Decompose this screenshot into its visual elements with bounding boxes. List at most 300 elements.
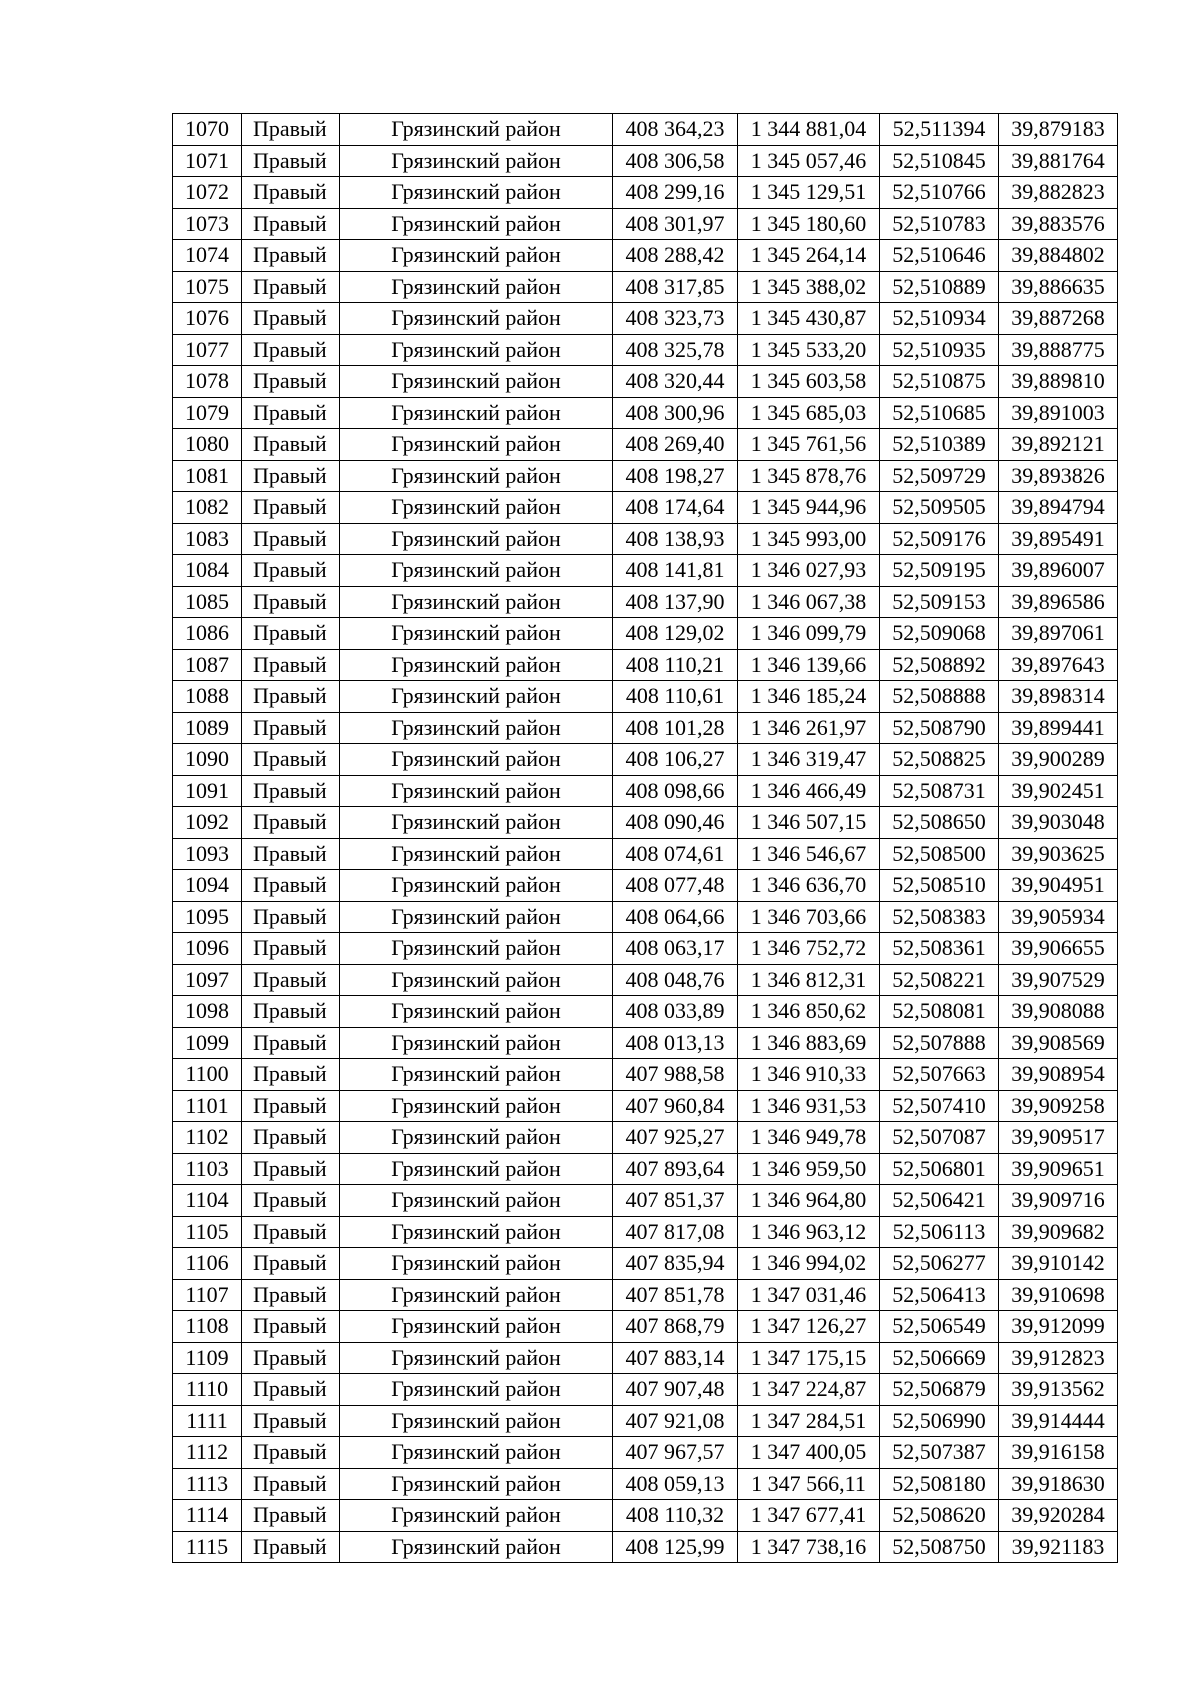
bank-side-cell: Правый bbox=[242, 1468, 340, 1500]
y-coordinate-cell: 1 346 949,78 bbox=[738, 1122, 880, 1154]
y-coordinate-cell: 1 345 603,58 bbox=[738, 366, 880, 398]
district-cell: Грязинский район bbox=[340, 1342, 613, 1374]
x-coordinate-cell: 407 921,08 bbox=[613, 1405, 738, 1437]
bank-side-cell: Правый bbox=[242, 177, 340, 209]
district-cell: Грязинский район bbox=[340, 1405, 613, 1437]
bank-side-cell: Правый bbox=[242, 1342, 340, 1374]
table-row bbox=[173, 271, 1118, 303]
point-number-cell: 1105 bbox=[173, 1216, 242, 1248]
bank-side-cell: Правый bbox=[242, 1216, 340, 1248]
point-number-cell: 1084 bbox=[173, 555, 242, 587]
table-row bbox=[173, 397, 1118, 429]
y-coordinate-cell: 1 346 319,47 bbox=[738, 744, 880, 776]
latitude-cell: 52,506413 bbox=[880, 1279, 999, 1311]
latitude-cell: 52,508510 bbox=[880, 870, 999, 902]
y-coordinate-cell: 1 346 812,31 bbox=[738, 964, 880, 996]
x-coordinate-cell: 408 325,78 bbox=[613, 334, 738, 366]
point-number-cell: 1107 bbox=[173, 1279, 242, 1311]
y-coordinate-cell: 1 345 180,60 bbox=[738, 208, 880, 240]
longitude-cell: 39,897643 bbox=[999, 649, 1118, 681]
x-coordinate-cell: 407 967,57 bbox=[613, 1437, 738, 1469]
point-number-cell: 1113 bbox=[173, 1468, 242, 1500]
bank-side-cell: Правый bbox=[242, 1027, 340, 1059]
x-coordinate-cell: 408 059,13 bbox=[613, 1468, 738, 1500]
table-row bbox=[173, 1374, 1118, 1406]
point-number-cell: 1083 bbox=[173, 523, 242, 555]
bank-side-cell: Правый bbox=[242, 712, 340, 744]
table-row bbox=[173, 649, 1118, 681]
table-row bbox=[173, 1500, 1118, 1532]
x-coordinate-cell: 408 101,28 bbox=[613, 712, 738, 744]
y-coordinate-cell: 1 346 959,50 bbox=[738, 1153, 880, 1185]
longitude-cell: 39,896586 bbox=[999, 586, 1118, 618]
x-coordinate-cell: 408 013,13 bbox=[613, 1027, 738, 1059]
district-cell: Грязинский район bbox=[340, 1311, 613, 1343]
point-number-cell: 1095 bbox=[173, 901, 242, 933]
point-number-cell: 1106 bbox=[173, 1248, 242, 1280]
bank-side-cell: Правый bbox=[242, 114, 340, 146]
longitude-cell: 39,905934 bbox=[999, 901, 1118, 933]
x-coordinate-cell: 407 835,94 bbox=[613, 1248, 738, 1280]
point-number-cell: 1115 bbox=[173, 1531, 242, 1563]
bank-side-cell: Правый bbox=[242, 555, 340, 587]
bank-side-cell: Правый bbox=[242, 334, 340, 366]
bank-side-cell: Правый bbox=[242, 838, 340, 870]
table-row bbox=[173, 870, 1118, 902]
latitude-cell: 52,508825 bbox=[880, 744, 999, 776]
district-cell: Грязинский район bbox=[340, 1090, 613, 1122]
longitude-cell: 39,891003 bbox=[999, 397, 1118, 429]
bank-side-cell: Правый bbox=[242, 1185, 340, 1217]
bank-side-cell: Правый bbox=[242, 303, 340, 335]
x-coordinate-cell: 407 960,84 bbox=[613, 1090, 738, 1122]
district-cell: Грязинский район bbox=[340, 870, 613, 902]
bank-side-cell: Правый bbox=[242, 775, 340, 807]
table-row bbox=[173, 807, 1118, 839]
latitude-cell: 52,507087 bbox=[880, 1122, 999, 1154]
y-coordinate-cell: 1 346 931,53 bbox=[738, 1090, 880, 1122]
longitude-cell: 39,897061 bbox=[999, 618, 1118, 650]
longitude-cell: 39,893826 bbox=[999, 460, 1118, 492]
latitude-cell: 52,508361 bbox=[880, 933, 999, 965]
district-cell: Грязинский район bbox=[340, 933, 613, 965]
latitude-cell: 52,510934 bbox=[880, 303, 999, 335]
longitude-cell: 39,888775 bbox=[999, 334, 1118, 366]
district-cell: Грязинский район bbox=[340, 460, 613, 492]
x-coordinate-cell: 408 048,76 bbox=[613, 964, 738, 996]
x-coordinate-cell: 408 288,42 bbox=[613, 240, 738, 272]
x-coordinate-cell: 408 317,85 bbox=[613, 271, 738, 303]
district-cell: Грязинский район bbox=[340, 303, 613, 335]
table-row bbox=[173, 964, 1118, 996]
bank-side-cell: Правый bbox=[242, 618, 340, 650]
longitude-cell: 39,900289 bbox=[999, 744, 1118, 776]
district-cell: Грязинский район bbox=[340, 1059, 613, 1091]
point-number-cell: 1082 bbox=[173, 492, 242, 524]
longitude-cell: 39,908569 bbox=[999, 1027, 1118, 1059]
district-cell: Грязинский район bbox=[340, 744, 613, 776]
point-number-cell: 1099 bbox=[173, 1027, 242, 1059]
point-number-cell: 1079 bbox=[173, 397, 242, 429]
bank-side-cell: Правый bbox=[242, 1405, 340, 1437]
point-number-cell: 1104 bbox=[173, 1185, 242, 1217]
x-coordinate-cell: 407 851,78 bbox=[613, 1279, 738, 1311]
latitude-cell: 52,509068 bbox=[880, 618, 999, 650]
district-cell: Грязинский район bbox=[340, 523, 613, 555]
table-row bbox=[173, 1059, 1118, 1091]
y-coordinate-cell: 1 346 099,79 bbox=[738, 618, 880, 650]
district-cell: Грязинский район bbox=[340, 397, 613, 429]
y-coordinate-cell: 1 347 126,27 bbox=[738, 1311, 880, 1343]
district-cell: Грязинский район bbox=[340, 1248, 613, 1280]
table-row bbox=[173, 1531, 1118, 1563]
latitude-cell: 52,506277 bbox=[880, 1248, 999, 1280]
longitude-cell: 39,914444 bbox=[999, 1405, 1118, 1437]
x-coordinate-cell: 408 063,17 bbox=[613, 933, 738, 965]
latitude-cell: 52,510646 bbox=[880, 240, 999, 272]
coordinates-table bbox=[172, 113, 1118, 1563]
x-coordinate-cell: 407 883,14 bbox=[613, 1342, 738, 1374]
point-number-cell: 1080 bbox=[173, 429, 242, 461]
bank-side-cell: Правый bbox=[242, 523, 340, 555]
district-cell: Грязинский район bbox=[340, 649, 613, 681]
longitude-cell: 39,883576 bbox=[999, 208, 1118, 240]
bank-side-cell: Правый bbox=[242, 366, 340, 398]
y-coordinate-cell: 1 345 685,03 bbox=[738, 397, 880, 429]
latitude-cell: 52,508790 bbox=[880, 712, 999, 744]
bank-side-cell: Правый bbox=[242, 1374, 340, 1406]
district-cell: Грязинский район bbox=[340, 964, 613, 996]
x-coordinate-cell: 408 138,93 bbox=[613, 523, 738, 555]
longitude-cell: 39,894794 bbox=[999, 492, 1118, 524]
latitude-cell: 52,506549 bbox=[880, 1311, 999, 1343]
y-coordinate-cell: 1 347 738,16 bbox=[738, 1531, 880, 1563]
table-row bbox=[173, 996, 1118, 1028]
y-coordinate-cell: 1 346 139,66 bbox=[738, 649, 880, 681]
district-cell: Грязинский район bbox=[340, 1279, 613, 1311]
district-cell: Грязинский район bbox=[340, 1122, 613, 1154]
longitude-cell: 39,909651 bbox=[999, 1153, 1118, 1185]
latitude-cell: 52,509176 bbox=[880, 523, 999, 555]
district-cell: Грязинский район bbox=[340, 996, 613, 1028]
district-cell: Грязинский район bbox=[340, 1027, 613, 1059]
district-cell: Грязинский район bbox=[340, 1437, 613, 1469]
x-coordinate-cell: 407 988,58 bbox=[613, 1059, 738, 1091]
longitude-cell: 39,910142 bbox=[999, 1248, 1118, 1280]
y-coordinate-cell: 1 346 964,80 bbox=[738, 1185, 880, 1217]
x-coordinate-cell: 408 074,61 bbox=[613, 838, 738, 870]
y-coordinate-cell: 1 346 067,38 bbox=[738, 586, 880, 618]
y-coordinate-cell: 1 346 883,69 bbox=[738, 1027, 880, 1059]
district-cell: Грязинский район bbox=[340, 429, 613, 461]
longitude-cell: 39,913562 bbox=[999, 1374, 1118, 1406]
longitude-cell: 39,912823 bbox=[999, 1342, 1118, 1374]
district-cell: Грязинский район bbox=[340, 1153, 613, 1185]
x-coordinate-cell: 408 125,99 bbox=[613, 1531, 738, 1563]
latitude-cell: 52,508750 bbox=[880, 1531, 999, 1563]
table-row bbox=[173, 1311, 1118, 1343]
y-coordinate-cell: 1 344 881,04 bbox=[738, 114, 880, 146]
latitude-cell: 52,510766 bbox=[880, 177, 999, 209]
table-row bbox=[173, 1437, 1118, 1469]
x-coordinate-cell: 408 110,61 bbox=[613, 681, 738, 713]
latitude-cell: 52,509195 bbox=[880, 555, 999, 587]
y-coordinate-cell: 1 346 636,70 bbox=[738, 870, 880, 902]
latitude-cell: 52,509729 bbox=[880, 460, 999, 492]
table-row bbox=[173, 933, 1118, 965]
point-number-cell: 1109 bbox=[173, 1342, 242, 1374]
bank-side-cell: Правый bbox=[242, 1153, 340, 1185]
longitude-cell: 39,898314 bbox=[999, 681, 1118, 713]
latitude-cell: 52,510889 bbox=[880, 271, 999, 303]
longitude-cell: 39,918630 bbox=[999, 1468, 1118, 1500]
longitude-cell: 39,904951 bbox=[999, 870, 1118, 902]
district-cell: Грязинский район bbox=[340, 271, 613, 303]
x-coordinate-cell: 408 141,81 bbox=[613, 555, 738, 587]
y-coordinate-cell: 1 346 850,62 bbox=[738, 996, 880, 1028]
table-row bbox=[173, 1153, 1118, 1185]
latitude-cell: 52,506113 bbox=[880, 1216, 999, 1248]
latitude-cell: 52,510935 bbox=[880, 334, 999, 366]
y-coordinate-cell: 1 347 031,46 bbox=[738, 1279, 880, 1311]
latitude-cell: 52,508221 bbox=[880, 964, 999, 996]
table-row bbox=[173, 334, 1118, 366]
point-number-cell: 1087 bbox=[173, 649, 242, 681]
y-coordinate-cell: 1 345 761,56 bbox=[738, 429, 880, 461]
x-coordinate-cell: 408 323,73 bbox=[613, 303, 738, 335]
point-number-cell: 1078 bbox=[173, 366, 242, 398]
bank-side-cell: Правый bbox=[242, 492, 340, 524]
point-number-cell: 1091 bbox=[173, 775, 242, 807]
longitude-cell: 39,907529 bbox=[999, 964, 1118, 996]
table-row bbox=[173, 145, 1118, 177]
y-coordinate-cell: 1 347 677,41 bbox=[738, 1500, 880, 1532]
latitude-cell: 52,506421 bbox=[880, 1185, 999, 1217]
table-row bbox=[173, 114, 1118, 146]
district-cell: Грязинский район bbox=[340, 114, 613, 146]
x-coordinate-cell: 408 129,02 bbox=[613, 618, 738, 650]
y-coordinate-cell: 1 345 430,87 bbox=[738, 303, 880, 335]
point-number-cell: 1094 bbox=[173, 870, 242, 902]
district-cell: Грязинский район bbox=[340, 618, 613, 650]
y-coordinate-cell: 1 346 185,24 bbox=[738, 681, 880, 713]
y-coordinate-cell: 1 345 388,02 bbox=[738, 271, 880, 303]
bank-side-cell: Правый bbox=[242, 586, 340, 618]
district-cell: Грязинский район bbox=[340, 712, 613, 744]
x-coordinate-cell: 408 300,96 bbox=[613, 397, 738, 429]
table-row bbox=[173, 901, 1118, 933]
longitude-cell: 39,909517 bbox=[999, 1122, 1118, 1154]
y-coordinate-cell: 1 345 944,96 bbox=[738, 492, 880, 524]
table-row bbox=[173, 681, 1118, 713]
table-row bbox=[173, 366, 1118, 398]
district-cell: Грязинский район bbox=[340, 1468, 613, 1500]
table-row bbox=[173, 240, 1118, 272]
district-cell: Грязинский район bbox=[340, 145, 613, 177]
point-number-cell: 1074 bbox=[173, 240, 242, 272]
y-coordinate-cell: 1 347 284,51 bbox=[738, 1405, 880, 1437]
y-coordinate-cell: 1 346 994,02 bbox=[738, 1248, 880, 1280]
x-coordinate-cell: 408 269,40 bbox=[613, 429, 738, 461]
x-coordinate-cell: 407 851,37 bbox=[613, 1185, 738, 1217]
y-coordinate-cell: 1 345 878,76 bbox=[738, 460, 880, 492]
x-coordinate-cell: 408 174,64 bbox=[613, 492, 738, 524]
y-coordinate-cell: 1 346 910,33 bbox=[738, 1059, 880, 1091]
district-cell: Грязинский район bbox=[340, 1374, 613, 1406]
longitude-cell: 39,889810 bbox=[999, 366, 1118, 398]
district-cell: Грязинский район bbox=[340, 1500, 613, 1532]
district-cell: Грязинский район bbox=[340, 492, 613, 524]
x-coordinate-cell: 408 320,44 bbox=[613, 366, 738, 398]
longitude-cell: 39,909716 bbox=[999, 1185, 1118, 1217]
bank-side-cell: Правый bbox=[242, 1248, 340, 1280]
bank-side-cell: Правый bbox=[242, 1437, 340, 1469]
latitude-cell: 52,508500 bbox=[880, 838, 999, 870]
table-row bbox=[173, 177, 1118, 209]
point-number-cell: 1093 bbox=[173, 838, 242, 870]
y-coordinate-cell: 1 347 400,05 bbox=[738, 1437, 880, 1469]
table-row bbox=[173, 586, 1118, 618]
x-coordinate-cell: 408 098,66 bbox=[613, 775, 738, 807]
y-coordinate-cell: 1 346 752,72 bbox=[738, 933, 880, 965]
latitude-cell: 52,508081 bbox=[880, 996, 999, 1028]
point-number-cell: 1111 bbox=[173, 1405, 242, 1437]
latitude-cell: 52,510389 bbox=[880, 429, 999, 461]
table-row bbox=[173, 775, 1118, 807]
x-coordinate-cell: 407 907,48 bbox=[613, 1374, 738, 1406]
point-number-cell: 1098 bbox=[173, 996, 242, 1028]
table-row bbox=[173, 429, 1118, 461]
bank-side-cell: Правый bbox=[242, 397, 340, 429]
table-body bbox=[173, 114, 1118, 1563]
longitude-cell: 39,902451 bbox=[999, 775, 1118, 807]
x-coordinate-cell: 408 306,58 bbox=[613, 145, 738, 177]
bank-side-cell: Правый bbox=[242, 996, 340, 1028]
bank-side-cell: Правый bbox=[242, 807, 340, 839]
district-cell: Грязинский район bbox=[340, 240, 613, 272]
bank-side-cell: Правый bbox=[242, 1059, 340, 1091]
y-coordinate-cell: 1 345 993,00 bbox=[738, 523, 880, 555]
latitude-cell: 52,507387 bbox=[880, 1437, 999, 1469]
y-coordinate-cell: 1 346 703,66 bbox=[738, 901, 880, 933]
x-coordinate-cell: 408 033,89 bbox=[613, 996, 738, 1028]
latitude-cell: 52,507663 bbox=[880, 1059, 999, 1091]
x-coordinate-cell: 408 299,16 bbox=[613, 177, 738, 209]
longitude-cell: 39,879183 bbox=[999, 114, 1118, 146]
district-cell: Грязинский район bbox=[340, 555, 613, 587]
x-coordinate-cell: 408 110,21 bbox=[613, 649, 738, 681]
y-coordinate-cell: 1 345 533,20 bbox=[738, 334, 880, 366]
longitude-cell: 39,909258 bbox=[999, 1090, 1118, 1122]
longitude-cell: 39,916158 bbox=[999, 1437, 1118, 1469]
table-row bbox=[173, 1342, 1118, 1374]
x-coordinate-cell: 407 893,64 bbox=[613, 1153, 738, 1185]
table-row bbox=[173, 1248, 1118, 1280]
table-row bbox=[173, 303, 1118, 335]
table-row bbox=[173, 1216, 1118, 1248]
point-number-cell: 1103 bbox=[173, 1153, 242, 1185]
longitude-cell: 39,908954 bbox=[999, 1059, 1118, 1091]
bank-side-cell: Правый bbox=[242, 870, 340, 902]
bank-side-cell: Правый bbox=[242, 460, 340, 492]
point-number-cell: 1075 bbox=[173, 271, 242, 303]
district-cell: Грязинский район bbox=[340, 1216, 613, 1248]
longitude-cell: 39,881764 bbox=[999, 145, 1118, 177]
x-coordinate-cell: 408 301,97 bbox=[613, 208, 738, 240]
point-number-cell: 1076 bbox=[173, 303, 242, 335]
latitude-cell: 52,506801 bbox=[880, 1153, 999, 1185]
district-cell: Грязинский район bbox=[340, 901, 613, 933]
bank-side-cell: Правый bbox=[242, 681, 340, 713]
point-number-cell: 1096 bbox=[173, 933, 242, 965]
table-row bbox=[173, 1090, 1118, 1122]
bank-side-cell: Правый bbox=[242, 933, 340, 965]
point-number-cell: 1112 bbox=[173, 1437, 242, 1469]
table-row bbox=[173, 1027, 1118, 1059]
longitude-cell: 39,903048 bbox=[999, 807, 1118, 839]
x-coordinate-cell: 408 364,23 bbox=[613, 114, 738, 146]
bank-side-cell: Правый bbox=[242, 649, 340, 681]
x-coordinate-cell: 408 198,27 bbox=[613, 460, 738, 492]
bank-side-cell: Правый bbox=[242, 1311, 340, 1343]
longitude-cell: 39,892121 bbox=[999, 429, 1118, 461]
latitude-cell: 52,507410 bbox=[880, 1090, 999, 1122]
point-number-cell: 1092 bbox=[173, 807, 242, 839]
longitude-cell: 39,882823 bbox=[999, 177, 1118, 209]
point-number-cell: 1072 bbox=[173, 177, 242, 209]
point-number-cell: 1085 bbox=[173, 586, 242, 618]
bank-side-cell: Правый bbox=[242, 964, 340, 996]
point-number-cell: 1070 bbox=[173, 114, 242, 146]
latitude-cell: 52,506990 bbox=[880, 1405, 999, 1437]
point-number-cell: 1101 bbox=[173, 1090, 242, 1122]
point-number-cell: 1086 bbox=[173, 618, 242, 650]
latitude-cell: 52,510875 bbox=[880, 366, 999, 398]
y-coordinate-cell: 1 346 963,12 bbox=[738, 1216, 880, 1248]
district-cell: Грязинский район bbox=[340, 775, 613, 807]
point-number-cell: 1097 bbox=[173, 964, 242, 996]
longitude-cell: 39,920284 bbox=[999, 1500, 1118, 1532]
longitude-cell: 39,909682 bbox=[999, 1216, 1118, 1248]
latitude-cell: 52,508620 bbox=[880, 1500, 999, 1532]
bank-side-cell: Правый bbox=[242, 1090, 340, 1122]
point-number-cell: 1081 bbox=[173, 460, 242, 492]
latitude-cell: 52,506879 bbox=[880, 1374, 999, 1406]
point-number-cell: 1108 bbox=[173, 1311, 242, 1343]
point-number-cell: 1088 bbox=[173, 681, 242, 713]
longitude-cell: 39,908088 bbox=[999, 996, 1118, 1028]
district-cell: Грязинский район bbox=[340, 366, 613, 398]
table-row bbox=[173, 1468, 1118, 1500]
latitude-cell: 52,509153 bbox=[880, 586, 999, 618]
district-cell: Грязинский район bbox=[340, 208, 613, 240]
x-coordinate-cell: 407 817,08 bbox=[613, 1216, 738, 1248]
point-number-cell: 1090 bbox=[173, 744, 242, 776]
district-cell: Грязинский район bbox=[340, 586, 613, 618]
x-coordinate-cell: 408 064,66 bbox=[613, 901, 738, 933]
bank-side-cell: Правый bbox=[242, 271, 340, 303]
table-row bbox=[173, 1279, 1118, 1311]
table-row bbox=[173, 1185, 1118, 1217]
x-coordinate-cell: 408 077,48 bbox=[613, 870, 738, 902]
latitude-cell: 52,509505 bbox=[880, 492, 999, 524]
district-cell: Грязинский район bbox=[340, 807, 613, 839]
latitude-cell: 52,511394 bbox=[880, 114, 999, 146]
y-coordinate-cell: 1 345 057,46 bbox=[738, 145, 880, 177]
table-row bbox=[173, 555, 1118, 587]
latitude-cell: 52,510685 bbox=[880, 397, 999, 429]
latitude-cell: 52,508650 bbox=[880, 807, 999, 839]
